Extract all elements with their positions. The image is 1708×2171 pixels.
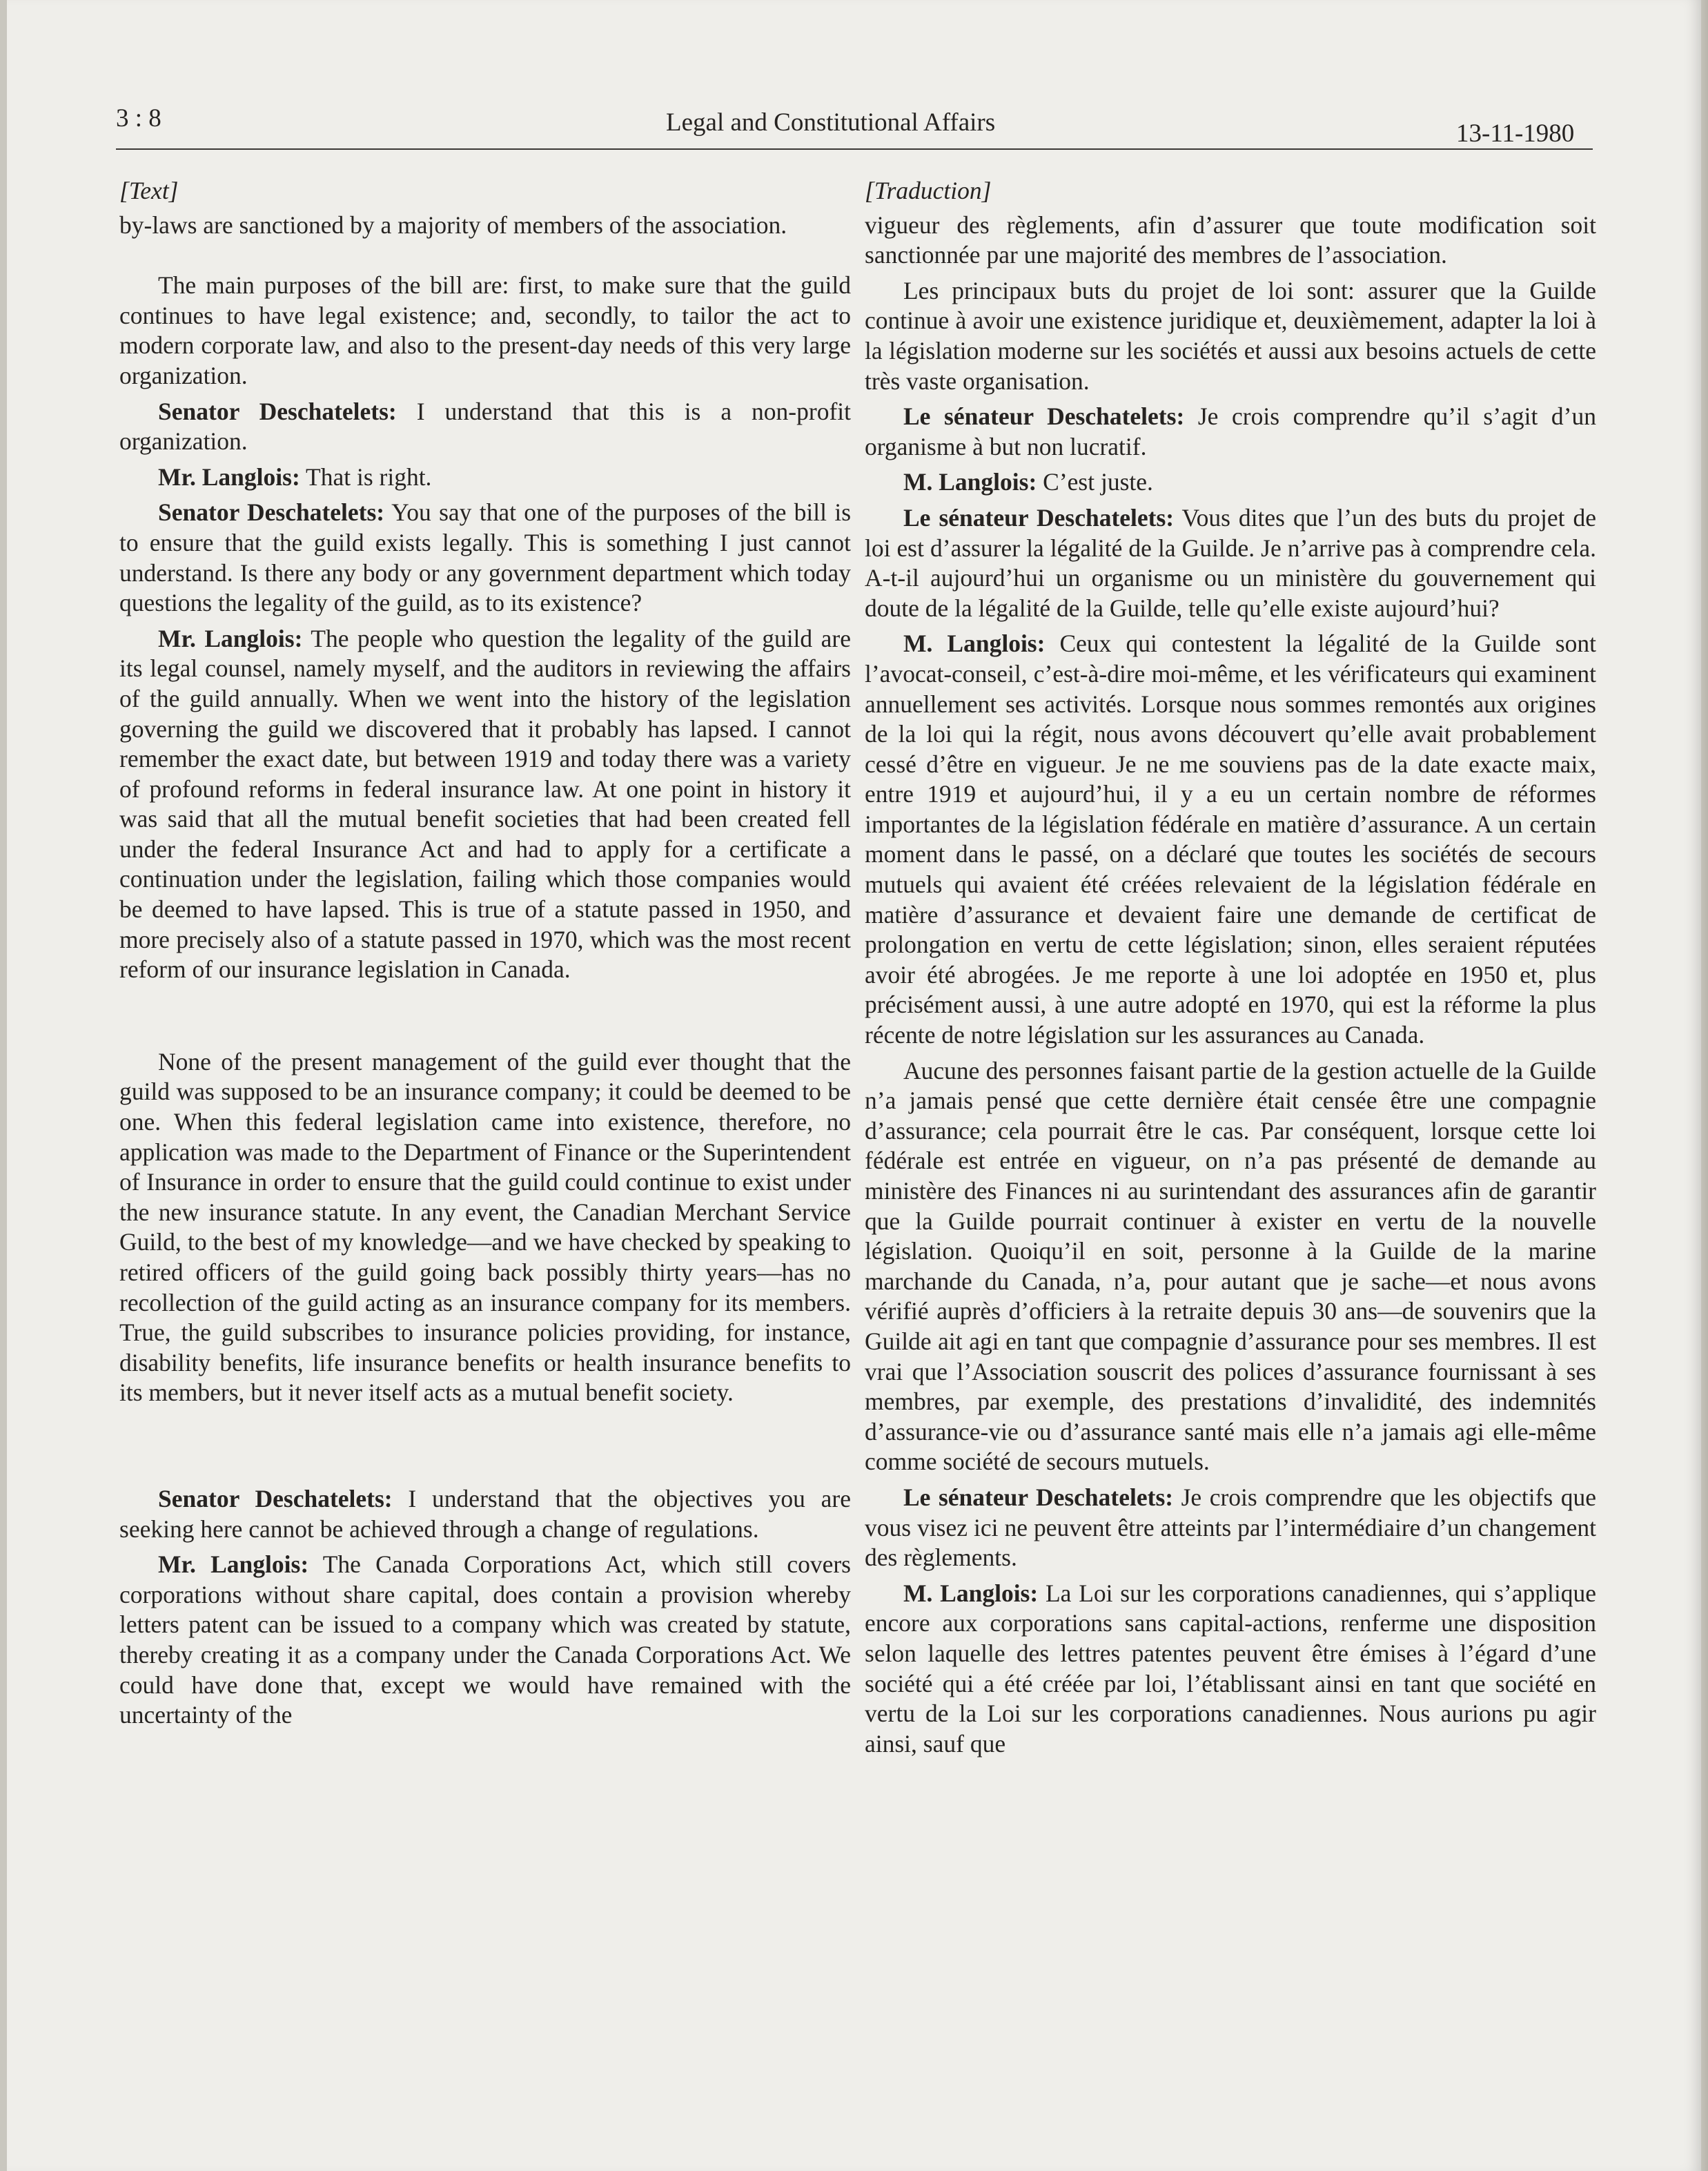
english-column — [119, 176, 851, 1985]
paragraph — [119, 498, 851, 618]
speaker-name: Senator Deschatelets: — [158, 1484, 393, 1512]
paragraph-text: I understand that this is a non-profit organization. — [119, 397, 851, 456]
paragraph — [865, 503, 1596, 623]
speaker-name: Le sénateur Deschatelets: — [903, 1483, 1174, 1511]
speaker-name: Mr. Langlois: — [158, 463, 300, 491]
paragraph — [865, 1579, 1596, 1760]
paragraph-text: That is right. — [300, 463, 432, 491]
speaker-name: Le sénateur Deschatelets: — [903, 402, 1185, 431]
paragraph-text: I understand that the objectives you are seeking here cannot be achieved through a change of regulations. — [119, 1484, 851, 1543]
speaker-name: Senator Deschatelets: — [158, 498, 385, 527]
paragraph — [865, 629, 1596, 1050]
speaker-name: M. Langlois: — [903, 630, 1046, 658]
paragraph — [119, 271, 851, 391]
paragraph-text: Aucune des personnes faisant partie de la gestion actuelle de la Guilde n’a jamais pensé que cette dernière était censée être une compagnie d’assurance; cela pourrait être le cas. Par conséquent, lorsque cette loi fédérale est entrée en vigueur, on n’a pas présenté de demande au ministère des Finances ni au surintendant des assurances afin de garantir que la Guilde pourrait continuer à exister en vertu de la nouvelle législation. Quoiqu’il en soit, personne à la Guilde de la marine marchande du Canada, n’a, pour autant que je sache—et nous avons vérifié auprès d’officiers à la retraite depuis 30 ans—de souvenirs que la Guilde ait agi en tant que compagnie d’assurance pour ses membres. Il est vrai que l’Association souscrit des polices d’assurance fournissant à ses membres, par exemple, des prestations d’invalidité, des indemnités d’assurance-vie ou d’assurance santé mais elle n’a jamais agi elle-même comme société de secours mutuels. — [865, 1056, 1596, 1476]
paragraph — [119, 1047, 851, 1408]
paragraph-text: Les principaux buts du projet de loi sont: assurer que la Guilde continue à avoir une existence juridique et, deuxièmement, adapter la loi à la législation moderne sur les sociétés et aussi aux besoins actuels de cette très vaste organisation. — [865, 276, 1596, 395]
paragraph — [119, 463, 851, 493]
paragraph — [865, 467, 1596, 498]
paragraph — [119, 1550, 851, 1731]
paragraph — [119, 397, 851, 457]
paragraph — [119, 1484, 851, 1544]
paragraph — [865, 276, 1596, 396]
paragraph-text: by-laws are sanctioned by a majority of members of the association. — [119, 211, 787, 239]
speaker-name: Mr. Langlois: — [158, 624, 303, 652]
page-number: 3 : 8 — [116, 104, 161, 133]
page-date: 13-11-1980 — [1456, 119, 1575, 148]
speaker-name: Mr. Langlois: — [158, 1550, 309, 1579]
header-rule — [116, 148, 1593, 150]
paragraph-text: La Loi sur les corporations canadiennes, qui s’applique encore aux corporations sans capital-actions, renferme une disposition selon laquelle des lettres patentes peuvent être émises à l’égard d’une société qui a été créée par loi, l’établissant ainsi en tant que société en vertu de la Loi sur les corporations canadiennes. Nous aurions pu agir ainsi, sauf que — [865, 1579, 1596, 1758]
paragraph-text: The Canada Corporations Act, which still covers corporations without share capital, does contain a provision whereby letters patent can be issued to a company which was created by statute, thereby creating it as a company under the Canada Corporations Act. We could have done that, except we would have remained with the uncertainty of the — [119, 1550, 851, 1729]
paragraph-text: The people who question the legality of the guild are its legal counsel, namely myself, and the auditors in reviewing the affairs of the guild annually. When we went into the history of the legislation governing the guild we discovered that it probably has lapsed. I cannot remember the exact date, but between 1919 and today there was a variety of profound reforms in federal insurance law. At one point in history it was said that all the mutual benefit societies that had been created fell under the federal Insurance Act and had to apply for a certificate a continuation under the legislation, failing which those companies would be deemed to have lapsed. This is true of a statute passed in 1950, and more precisely also of a statute passed in 1970, which was the most recent reform of our insurance legislation in Canada. — [119, 624, 851, 984]
speaker-name: M. Langlois: — [903, 1579, 1039, 1607]
document-page — [7, 0, 1701, 2171]
speaker-name: Le sénateur Deschatelets: — [903, 503, 1175, 532]
paragraph — [865, 1483, 1596, 1573]
running-title: Legal and Constitutional Affairs — [666, 108, 996, 137]
page-header — [7, 104, 1701, 159]
paragraph — [865, 1056, 1596, 1477]
speaker-name: M. Langlois: — [903, 468, 1037, 496]
paragraph-text: C’est juste. — [1037, 468, 1153, 496]
paragraph — [119, 211, 851, 241]
paragraph-text: Je crois comprendre que les objectifs que vous visez ici ne peuvent être atteints par l’intermédiaire d’un changement des règlements. — [865, 1483, 1596, 1572]
paragraph-text: vigueur des règlements, afin d’assurer que toute modification soit sanctionnée par une majorité des membres de l’association. — [865, 211, 1596, 269]
column-language-tag: [Text] — [119, 177, 179, 204]
column-language-tag: [Traduction] — [865, 177, 992, 204]
paragraph-text: Je crois comprendre qu’il s’agit d’un organisme à but non lucratif. — [865, 402, 1596, 460]
paragraph-text: You say that one of the purposes of the bill is to ensure that the guild exists legally. This is something I just cannot understand. Is there any body or any government department which today questions the legality of the guild, as to its existence? — [119, 498, 851, 617]
french-column — [865, 176, 1596, 1985]
paragraph-text: None of the present management of the guild ever thought that the guild was supposed to be an insurance company; it could be deemed to be one. When this federal legislation came into existence, therefore, no application was made to the Department of Finance or the Superintendent of Insurance in order to ensure that the guild could continue to exist under the new insurance statute. In any event, the Canadian Merchant Service Guild, to the best of my knowledge—and we have checked by speaking to retired officers of the guild going back possibly thirty years—has no recollection of the guild acting as an insurance company for its members. True, the guild subscribes to insurance policies providing, for instance, disability benefits, life insurance benefits or health insurance benefits to its members, but it never itself acts as a mutual benefit society. — [119, 1047, 851, 1407]
paragraph — [865, 211, 1596, 271]
speaker-name: Senator Deschatelets: — [158, 397, 397, 425]
paragraph-text: Vous dites que l’un des buts du projet de loi est d’assurer la légalité de la Guilde. Je n’arrive pas à comprendre cela. A-t-il aujourd’hui un organisme ou un ministère du gouvernement qui doute de la légalité de la Guilde, telle qu’elle existe aujourd’hui? — [865, 503, 1596, 622]
paragraph-text: The main purposes of the bill are: first, to make sure that the guild continues to have legal existence; and, secondly, to tailor the act to modern corporate law, and also to the present-day needs of this very large organization. — [119, 271, 851, 389]
paragraph-text: Ceux qui contestent la légalité de la Guilde sont l’avocat-conseil, c’est-à-dire moi-même, et les vérificateurs qui examinent annuellement ses activités. Lorsque nous sommes remontés aux origines de la loi qui la régit, nous avons découvert qu’elle avait probablement cessé d’être en vigueur. Je ne me souviens pas de la date exacte maix, entre 1919 et aujourd’hui, il y a eu un certain nombre de réformes importantes de la législation fédérale en matière d’assurance. A un certain moment dans le passé, on a déclaré que toutes les sociétés de secours mutuels qui avaient été créées relevaient de la législation fédérale en matière d’assurance et devaient faire une demande de certificat de prolongation en vertu de cette législation; sinon, elles seraient réputées avoir été abrogées. Je me reporte à une loi adoptée en 1950 et, plus précisément aussi, à une autre adopté en 1970, qui est la réforme la plus récente de notre législation sur les assurances au Canada. — [865, 630, 1596, 1049]
paragraph — [119, 624, 851, 985]
paragraph — [865, 402, 1596, 462]
